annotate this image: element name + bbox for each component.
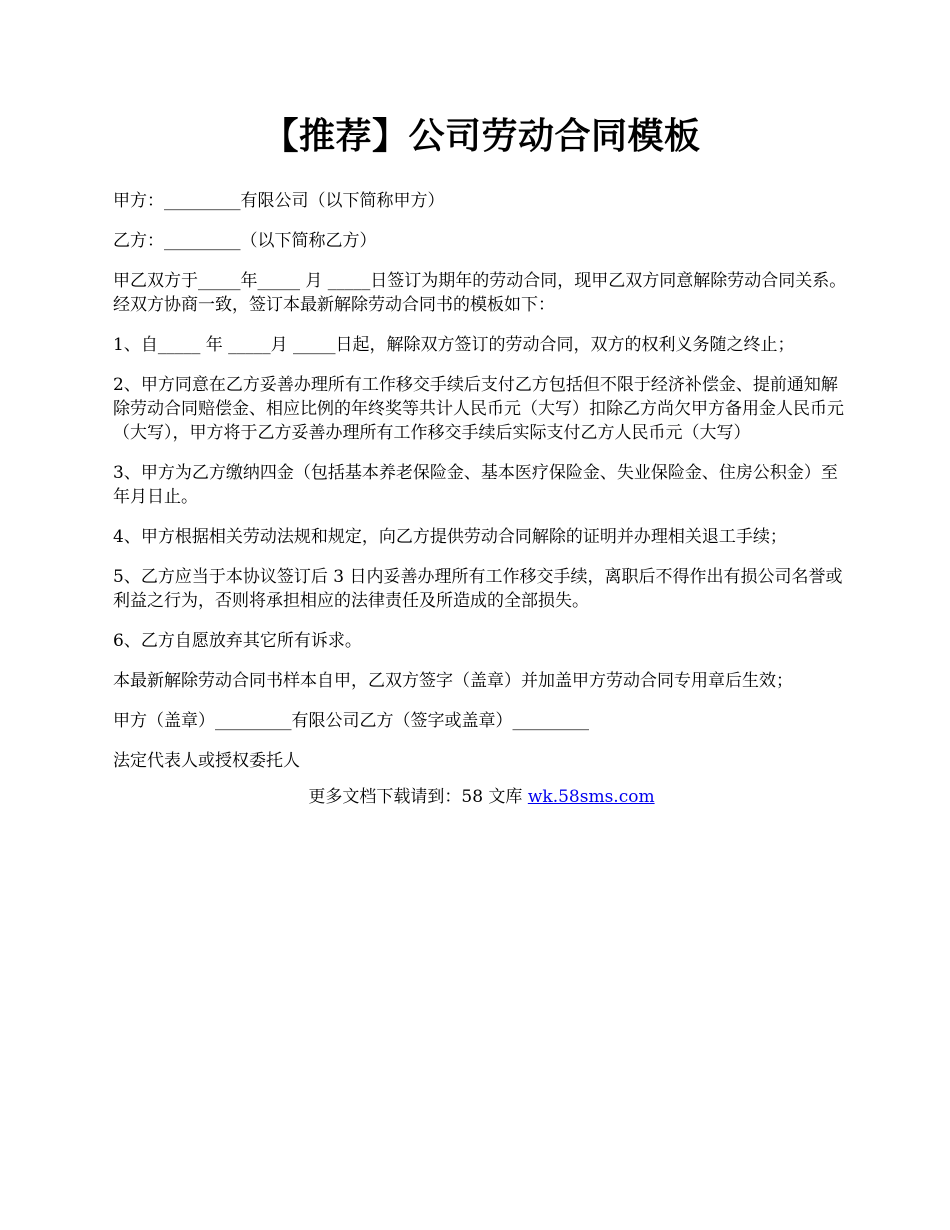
clause-4: 4、甲方根据相关劳动法规和规定，向乙方提供劳动合同解除的证明并办理相关退工手续； — [113, 527, 787, 547]
clause-6: 6、乙方自愿放弃其它所有诉求。 — [113, 631, 362, 651]
effective-clause: 本最新解除劳动合同书样本自甲，乙双方签字（盖章）并加盖甲方劳动合同专用章后生效； — [113, 671, 793, 691]
legal-representative-line: 法定代表人或授权委托人 — [113, 751, 300, 771]
party-a-line: 甲方：_________有限公司（以下简称甲方） — [113, 191, 445, 211]
intro-paragraph: 甲乙双方于_____年_____ 月 _____日签订为期年的劳动合同，现甲乙双方同意解除劳动合同关系。经双方协商一致，签订本最新解除劳动合同书的模板如下： — [113, 271, 847, 315]
clause-2: 2、甲方同意在乙方妥善办理所有工作移交手续后支付乙方包括但不限于经济补偿金、提前通知解除劳动合同赔偿金、相应比例的年终奖等共计人民币元（大写）扣除乙方尚欠甲方备用金人民币元（大写），甲方将于乙方妥善办理所有工作移交手续后实际支付乙方人民币元（大写） — [113, 375, 844, 443]
party-b-line: 乙方：_________（以下简称乙方） — [113, 231, 377, 251]
clause-1: 1、自_____ 年 _____月 _____日起，解除双方签订的劳动合同，双方的权利义务随之终止； — [113, 335, 795, 355]
clause-5: 5、乙方应当于本协议签订后 3 日内妥善办理所有工作移交手续，离职后不得作出有损公司名誉或利益之行为，否则将承担相应的法律责任及所造成的全部损失。 — [113, 567, 843, 611]
footer-link[interactable]: wk.58sms.com — [527, 787, 655, 807]
footer-download-note — [113, 785, 850, 809]
footer-text: 更多文档下载请到：58 文库 — [308, 787, 528, 807]
document-title: 【推荐】公司劳动合同模板 — [262, 115, 701, 157]
signature-line: 甲方（盖章）_________有限公司乙方（签字或盖章）_________ — [113, 711, 589, 731]
clause-3: 3、甲方为乙方缴纳四金（包括基本养老保险金、基本医疗保险金、失业保险金、住房公积金）至年月日止。 — [113, 463, 838, 507]
